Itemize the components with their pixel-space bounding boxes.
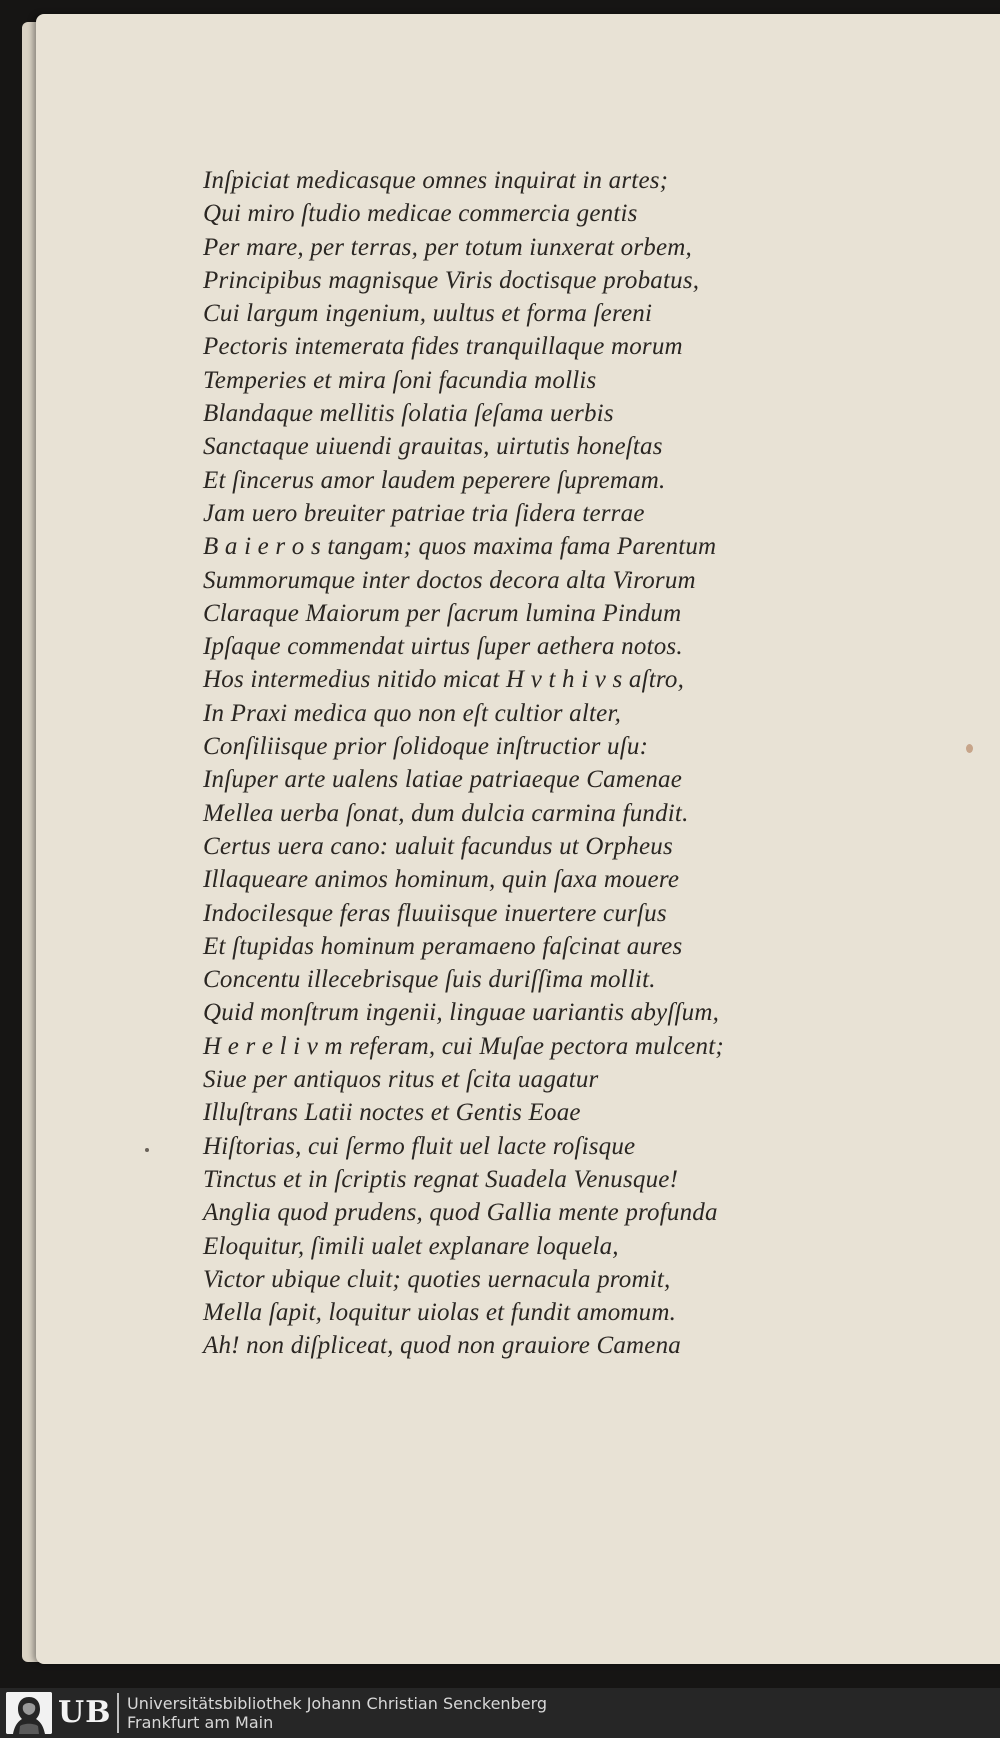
verse-line: Illaqueare animos hominum, quin ſaxa mouere bbox=[203, 866, 680, 894]
verse-line: Ah! non diſpliceat, quod non grauiore Camena bbox=[203, 1332, 681, 1360]
verse-line: Hos intermedius nitido micat H v t h i v s aſtro, bbox=[203, 666, 685, 694]
verse-line: Victor ubique cluit; quoties uernacula promit, bbox=[203, 1265, 671, 1293]
footer-divider bbox=[117, 1693, 119, 1733]
verse-line: Per mare, per terras, per totum iunxerat orbem, bbox=[203, 233, 692, 261]
senckenberg-bust-icon bbox=[6, 1692, 52, 1734]
library-name-line1: Universitätsbibliothek Johann Christian Senckenberg bbox=[127, 1694, 548, 1713]
verse-line: B a i e r o s tangam; quos maxima fama Parentum bbox=[203, 533, 717, 561]
verse-line: Et ſincerus amor laudem peperere ſupremam. bbox=[203, 466, 666, 494]
ub-logo[interactable] bbox=[6, 1692, 116, 1734]
verse-line: In Praxi medica quo non eſt cultior alter, bbox=[203, 699, 622, 727]
verse-line: Pectoris intemerata fides tranquillaque morum bbox=[203, 333, 683, 361]
verse-line: Cui largum ingenium, uultus et forma ſereni bbox=[203, 300, 653, 328]
verse-line: Certus uera cano: ualuit facundus ut Orpheus bbox=[203, 832, 673, 860]
library-name bbox=[127, 1694, 547, 1732]
verse-line: Ipſaque commendat uirtus ſuper aethera notos. bbox=[203, 633, 683, 661]
library-name-line2: Frankfurt am Main bbox=[127, 1713, 274, 1732]
verse-line: Conſiliisque prior ſolidoque inſtructior uſu: bbox=[203, 733, 649, 761]
verse-line: Temperies et mira ſoni facundia mollis bbox=[203, 366, 597, 394]
library-footer bbox=[0, 1688, 1000, 1738]
verse-line: Concentu illecebrisque ſuis duriſſima mollit. bbox=[203, 966, 656, 994]
verse-line: Indocilesque feras fluuiisque inuertere curſus bbox=[203, 899, 667, 927]
verse-line: Mellea uerba ſonat, dum dulcia carmina fundit. bbox=[203, 799, 689, 827]
verse-line: Sanctaque uiuendi grauitas, uirtutis honeſtas bbox=[203, 433, 663, 461]
verse-line: Blandaque mellitis ſolatia ſeſama uerbis bbox=[203, 400, 614, 428]
verse-line: Inſuper arte ualens latiae patriaeque Camenae bbox=[203, 766, 683, 794]
verse-line: Et ſtupidas hominum peramaeno faſcinat aures bbox=[203, 932, 683, 960]
verse-line: Inſpiciat medicasque omnes inquirat in artes; bbox=[203, 167, 669, 194]
ink-dot-mark bbox=[145, 1148, 149, 1152]
verse-line: Mella ſapit, loquitur uiolas et fundit amomum. bbox=[203, 1299, 677, 1327]
verse-line: Siue per antiquos ritus et ſcita uagatur bbox=[203, 1066, 599, 1094]
verse-line: Jam uero breuiter patriae tria ſidera terrae bbox=[203, 499, 645, 527]
ub-logo-text: UB bbox=[58, 1695, 112, 1730]
verse-text bbox=[203, 164, 803, 1363]
paper-stain-mark bbox=[966, 744, 973, 753]
verse-line: Hiſtorias, cui ſermo fluit uel lacte roſisque bbox=[203, 1132, 636, 1160]
verse-line: H e r e l i v m referam, cui Muſae pectora mulcent; bbox=[203, 1032, 724, 1060]
verse-line: Principibus magnisque Viris doctisque probatus, bbox=[203, 266, 700, 294]
verse-line: Claraque Maiorum per ſacrum lumina Pindum bbox=[203, 599, 682, 627]
verse-line: Anglia quod prudens, quod Gallia mente profunda bbox=[203, 1199, 718, 1227]
verse-line: Eloquitur, ſimili ualet explanare loquela, bbox=[203, 1232, 619, 1260]
verse-line: Summorumque inter doctos decora alta Virorum bbox=[203, 566, 696, 594]
verse-line: Illuſtrans Latii noctes et Gentis Eoae bbox=[203, 1099, 581, 1127]
verse-line: Tinctus et in ſcriptis regnat Suadela Venusque! bbox=[203, 1165, 679, 1193]
verse-line: Qui miro ſtudio medicae commercia gentis bbox=[203, 200, 638, 228]
verse-line: Quid monſtrum ingenii, linguae uariantis abyſſum, bbox=[203, 999, 720, 1027]
